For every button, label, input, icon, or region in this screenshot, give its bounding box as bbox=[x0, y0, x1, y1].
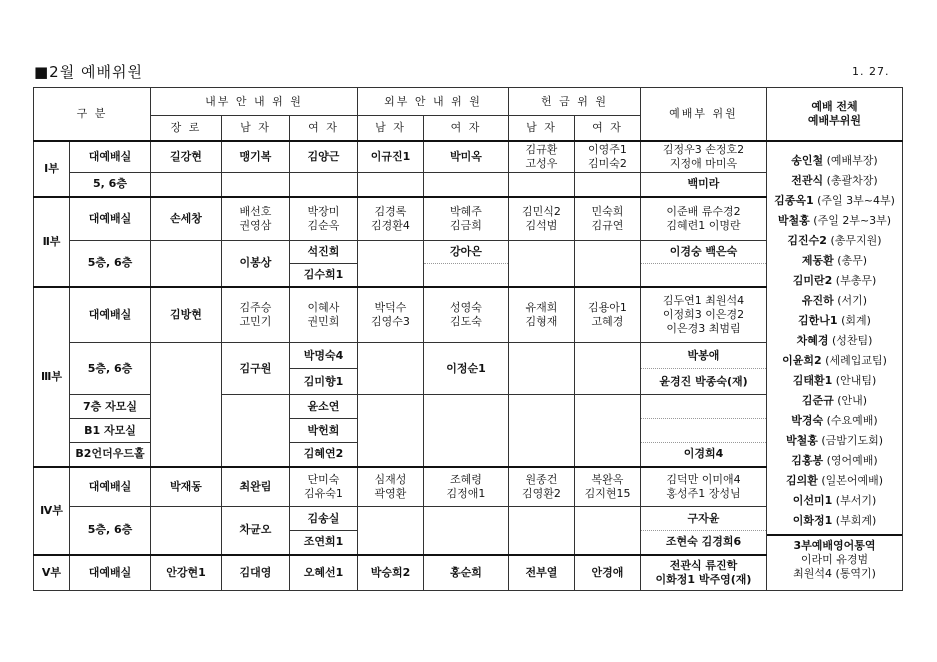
cell-empty bbox=[509, 173, 575, 197]
cell-p5-inner-male: 김대영 bbox=[222, 555, 290, 591]
cell-p4-inner-female-2a: 김송실 bbox=[290, 507, 358, 531]
all-member-name: 유진하 bbox=[801, 293, 834, 307]
all-member-name: 박철홍 bbox=[777, 213, 810, 227]
cell-empty bbox=[424, 395, 509, 467]
all-member-role: (주일 3부~4부) bbox=[817, 193, 895, 207]
location-main-hall: 대예배실 bbox=[70, 141, 151, 173]
all-member-role: (부총무) bbox=[835, 273, 877, 287]
location-floors-5-6: 5층, 6층 bbox=[70, 241, 151, 287]
all-member-role: (부서기) bbox=[835, 493, 877, 507]
cell-empty bbox=[222, 173, 290, 197]
all-member-role: (부회계) bbox=[835, 513, 877, 527]
part-label-1: Ⅰ부 bbox=[34, 141, 70, 197]
all-member-role: (세례입교팀) bbox=[825, 353, 887, 367]
all-member-role: (영어예배) bbox=[826, 453, 878, 467]
all-member-item bbox=[769, 511, 900, 531]
all-members-cell bbox=[767, 141, 903, 591]
all-member-item bbox=[769, 211, 900, 231]
all-member-item bbox=[769, 311, 900, 331]
cell-empty bbox=[509, 507, 575, 555]
cell-empty bbox=[575, 241, 641, 287]
all-members-list bbox=[769, 151, 900, 531]
cell-empty bbox=[641, 419, 767, 443]
all-member-name: 송인철 bbox=[791, 153, 824, 167]
cell-empty bbox=[509, 395, 575, 467]
all-member-item bbox=[769, 351, 900, 371]
all-member-item bbox=[769, 451, 900, 471]
cell-empty bbox=[424, 173, 509, 197]
cell-empty bbox=[424, 264, 509, 287]
cell-p2-worship-2: 이경숭 백은숙 bbox=[641, 241, 767, 264]
all-member-item bbox=[769, 231, 900, 251]
all-member-name: 김한나1 bbox=[798, 313, 838, 327]
cell-p2-inner-female-2b: 김수희1 bbox=[290, 264, 358, 287]
all-member-item bbox=[769, 251, 900, 271]
cell-p1-worship-2: 백미라 bbox=[641, 173, 767, 197]
cell-empty bbox=[358, 507, 424, 555]
cell-p3-outer-female-2: 이정순1 bbox=[424, 343, 509, 395]
cell-p2-outer-female-2: 강아은 bbox=[424, 241, 509, 264]
cell-p5-offering-female: 안경애 bbox=[575, 555, 641, 591]
location-b2-underwood-hall: B2언더우드홀 bbox=[70, 443, 151, 467]
all-member-role: (총무지원) bbox=[830, 233, 882, 247]
location-floors-5-6: 5층, 6층 bbox=[70, 343, 151, 395]
cell-p5-inner-female: 오혜선1 bbox=[290, 555, 358, 591]
cell-p2-worship: 이준배 류수경2 김혜련1 이명란 bbox=[641, 197, 767, 241]
cell-p5-outer-male: 박승희2 bbox=[358, 555, 424, 591]
cell-p2-elder: 손세창 bbox=[151, 197, 222, 241]
cell-empty bbox=[424, 507, 509, 555]
cell-empty bbox=[575, 395, 641, 467]
all-member-role: (서기) bbox=[837, 293, 868, 307]
cell-p3-inner-female-r2: 박명숙4 bbox=[290, 343, 358, 369]
cell-empty bbox=[151, 241, 222, 287]
cell-p4-inner-male-2: 차균오 bbox=[222, 507, 290, 555]
header-offering-male: 남 자 bbox=[509, 116, 575, 141]
header-all-members: 예배 전체 예배부위원 bbox=[767, 88, 903, 141]
cell-p3-outer-female: 성영숙 김도숙 bbox=[424, 287, 509, 343]
cell-p3-inner-male-2: 김구원 bbox=[222, 343, 290, 395]
all-member-name: 김태환1 bbox=[792, 373, 833, 387]
cell-p3-worship-2: 박봉애 bbox=[641, 343, 767, 369]
all-member-item bbox=[769, 291, 900, 311]
header-offering: 헌 금 위 원 bbox=[509, 88, 641, 116]
cell-p3-inner-female: 이혜사 권민희 bbox=[290, 287, 358, 343]
english-title: 3부예배영어통역 bbox=[793, 538, 876, 552]
location-main-hall: 대예배실 bbox=[70, 287, 151, 343]
all-member-role: (총무) bbox=[837, 253, 868, 267]
cell-p3-inner-female-r5: 박헌희 bbox=[290, 419, 358, 443]
cell-empty bbox=[358, 343, 424, 395]
cell-p1-outer-female: 박미옥 bbox=[424, 141, 509, 173]
cell-empty bbox=[151, 173, 222, 197]
cell-p2-offering-female: 민숙희 김규연 bbox=[575, 197, 641, 241]
all-member-name: 박철홍 bbox=[785, 433, 818, 447]
cell-p3-inner-female-r6: 김혜연2 bbox=[290, 443, 358, 467]
cell-p2-outer-male: 김경록 김경환4 bbox=[358, 197, 424, 241]
location-floors-5-6: 5, 6층 bbox=[70, 173, 151, 197]
english-interpretation-box bbox=[767, 534, 902, 581]
cell-empty bbox=[151, 507, 222, 555]
all-member-name: 제동환 bbox=[801, 253, 834, 267]
header-outer-male: 남 자 bbox=[358, 116, 424, 141]
cell-p3-offering-female: 김용아1 고혜경 bbox=[575, 287, 641, 343]
all-member-role: (예배부장) bbox=[826, 153, 878, 167]
cell-p3-worship-3: 윤경진 박종숙(재) bbox=[641, 369, 767, 395]
cell-p5-worship: 전관식 류진학 이화정1 박주영(재) bbox=[641, 555, 767, 591]
all-member-item bbox=[769, 271, 900, 291]
all-member-item bbox=[769, 331, 900, 351]
all-member-name: 김홍봉 bbox=[791, 453, 824, 467]
cell-p4-inner-female-2b: 조연희1 bbox=[290, 531, 358, 555]
cell-p4-worship-3: 조현숙 김경희6 bbox=[641, 531, 767, 555]
cell-empty bbox=[509, 343, 575, 395]
all-member-item bbox=[769, 391, 900, 411]
cell-empty bbox=[222, 395, 290, 467]
all-member-name: 이선미1 bbox=[792, 493, 833, 507]
all-member-role: (주일 2부~3부) bbox=[813, 213, 892, 227]
all-member-name: 김종옥1 bbox=[774, 193, 814, 207]
all-member-name: 차혜경 bbox=[796, 333, 829, 347]
cell-p5-offering-male: 전부열 bbox=[509, 555, 575, 591]
part-label-4: Ⅳ부 bbox=[34, 467, 70, 555]
all-member-item bbox=[769, 431, 900, 451]
cell-p2-inner-female: 박장미 김순옥 bbox=[290, 197, 358, 241]
cell-p4-offering-male: 원종건 김영환2 bbox=[509, 467, 575, 507]
cell-p1-outer-male: 이규진1 bbox=[358, 141, 424, 173]
cell-p3-offering-male: 유재희 김형재 bbox=[509, 287, 575, 343]
cell-p4-outer-female: 조혜령 김정애1 bbox=[424, 467, 509, 507]
all-member-name: 박경숙 bbox=[791, 413, 824, 427]
header-outer-female: 여 자 bbox=[424, 116, 509, 141]
english-line-2: 최원석4 (통역기) bbox=[793, 566, 876, 580]
cell-p3-outer-male: 박덕수 김영수3 bbox=[358, 287, 424, 343]
cell-p3-inner-female-r3: 김미향1 bbox=[290, 369, 358, 395]
cell-empty bbox=[575, 343, 641, 395]
cell-p3-worship: 김두연1 최원석4 이정희3 이은경2 이은경3 최범림 bbox=[641, 287, 767, 343]
all-member-item bbox=[769, 171, 900, 191]
location-main-hall: 대예배실 bbox=[70, 197, 151, 241]
all-member-role: (안내) bbox=[837, 393, 868, 407]
header-group: 구 분 bbox=[34, 88, 151, 141]
all-member-item bbox=[769, 191, 900, 211]
roster-table bbox=[33, 87, 903, 591]
date-label: 1. 27. bbox=[852, 65, 890, 78]
cell-empty bbox=[290, 173, 358, 197]
location-floors-5-6: 5층, 6층 bbox=[70, 507, 151, 555]
cell-p2-inner-female-2a: 석진희 bbox=[290, 241, 358, 264]
cell-empty bbox=[358, 173, 424, 197]
cell-p1-offering-female: 이영주1 김미숙2 bbox=[575, 141, 641, 173]
cell-p1-inner-male: 맹기복 bbox=[222, 141, 290, 173]
cell-p2-inner-male: 배선호 권영삼 bbox=[222, 197, 290, 241]
cell-p2-offering-male: 김민식2 김석범 bbox=[509, 197, 575, 241]
header-inner-male: 남 자 bbox=[222, 116, 290, 141]
all-member-item bbox=[769, 371, 900, 391]
all-member-role: (총괄차장) bbox=[826, 173, 878, 187]
cell-empty bbox=[641, 395, 767, 419]
cell-p4-inner-female: 단미숙 김유숙1 bbox=[290, 467, 358, 507]
cell-p1-worship: 김정우3 손정호2 지정애 마미옥 bbox=[641, 141, 767, 173]
cell-p2-inner-male-2: 이봉상 bbox=[222, 241, 290, 287]
all-member-role: (수요예배) bbox=[826, 413, 878, 427]
all-member-role: (금밤기도회) bbox=[821, 433, 884, 447]
cell-p5-outer-female: 홍순희 bbox=[424, 555, 509, 591]
header-worship-committee: 예배부 위원 bbox=[641, 88, 767, 141]
cell-empty bbox=[641, 264, 767, 287]
all-member-role: (일본어예배) bbox=[821, 473, 884, 487]
cell-empty bbox=[151, 343, 222, 467]
all-member-role: (안내팀) bbox=[835, 373, 877, 387]
cell-empty bbox=[358, 395, 424, 467]
all-member-name: 김미란2 bbox=[792, 273, 833, 287]
all-member-name: 김진수2 bbox=[787, 233, 827, 247]
cell-p4-elder: 박재동 bbox=[151, 467, 222, 507]
location-b1-nursery: B1 자모실 bbox=[70, 419, 151, 443]
english-line-1: 이라미 유경범 bbox=[800, 552, 869, 566]
header-elder: 장 로 bbox=[151, 116, 222, 141]
cell-p4-inner-male: 최완림 bbox=[222, 467, 290, 507]
cell-empty bbox=[358, 241, 424, 287]
location-main-hall: 대예배실 bbox=[70, 467, 151, 507]
part-label-3: Ⅲ부 bbox=[34, 287, 70, 467]
cell-p4-worship-2: 구자윤 bbox=[641, 507, 767, 531]
location-7f-nursery: 7층 자모실 bbox=[70, 395, 151, 419]
cell-empty bbox=[575, 173, 641, 197]
part-label-2: Ⅱ부 bbox=[34, 197, 70, 287]
all-member-name: 이윤희2 bbox=[782, 353, 822, 367]
all-member-item bbox=[769, 411, 900, 431]
cell-p2-outer-female: 박혜주 김금희 bbox=[424, 197, 509, 241]
cell-p3-inner-male: 김주승 고민기 bbox=[222, 287, 290, 343]
all-member-name: 김의환 bbox=[785, 473, 818, 487]
cell-empty bbox=[575, 507, 641, 555]
cell-p1-inner-female: 김양근 bbox=[290, 141, 358, 173]
all-member-item bbox=[769, 471, 900, 491]
all-member-name: 전관식 bbox=[791, 173, 824, 187]
cell-empty bbox=[509, 241, 575, 287]
header-inner-ushers: 내부 안 내 위 원 bbox=[151, 88, 358, 116]
cell-p3-worship-4: 이경희4 bbox=[641, 443, 767, 467]
cell-p4-outer-male: 심재성 곽영환 bbox=[358, 467, 424, 507]
cell-p3-inner-female-r4: 윤소연 bbox=[290, 395, 358, 419]
part-label-5: Ⅴ부 bbox=[34, 555, 70, 591]
cell-p1-elder: 길강현 bbox=[151, 141, 222, 173]
cell-p1-offering-male: 김규환 고성우 bbox=[509, 141, 575, 173]
header-outer-ushers: 외부 안 내 위 원 bbox=[358, 88, 509, 116]
all-member-role: (성찬팀) bbox=[831, 333, 873, 347]
cell-p3-elder: 김방현 bbox=[151, 287, 222, 343]
cell-p5-elder: 안강현1 bbox=[151, 555, 222, 591]
page-title: ■2월 예배위원 bbox=[34, 63, 143, 81]
all-member-item bbox=[769, 151, 900, 171]
all-member-name: 이화정1 bbox=[792, 513, 833, 527]
header-offering-female: 여 자 bbox=[575, 116, 641, 141]
header-inner-female: 여 자 bbox=[290, 116, 358, 141]
all-member-name: 김준규 bbox=[801, 393, 834, 407]
all-member-role: (회계) bbox=[841, 313, 871, 327]
location-main-hall: 대예배실 bbox=[70, 555, 151, 591]
cell-p4-offering-female: 복완옥 김지현15 bbox=[575, 467, 641, 507]
all-member-item bbox=[769, 491, 900, 511]
cell-p4-worship: 김덕만 이미애4 홍성주1 장성님 bbox=[641, 467, 767, 507]
